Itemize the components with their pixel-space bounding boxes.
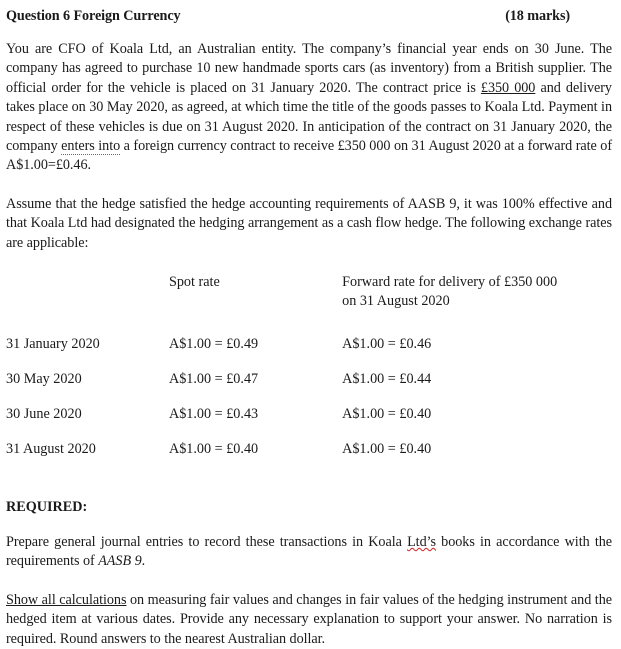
exchange-rates-body (6, 335, 612, 475)
header-spacer-spot (169, 292, 342, 311)
required-text-part-1: Prepare general journal entries to record these transactions in Koala (6, 534, 408, 551)
rate-spot: A$1.00 = £0.49 (168, 336, 259, 353)
rate-spot: A$1.00 = £0.47 (168, 371, 259, 388)
table-row (6, 405, 612, 440)
column-header-forward-rate-date: on 31 August 2020 (342, 293, 450, 310)
header-body-gap (6, 311, 612, 335)
assumptions-paragraph: Assume that the hedge satisfied the hedge accounting requirements of AASB 9, it was 100% effective and that Koala Ltd had designated the hedging arrangement as a cash flow hedge. The following exchange rates are applicable: (6, 195, 612, 251)
rate-date: 30 June 2020 (6, 406, 82, 423)
show-calculations-paragraph (6, 591, 612, 649)
table-row (6, 440, 612, 475)
exchange-rates-header (6, 273, 612, 335)
table-header-row-second-line (6, 292, 612, 311)
rate-date: 30 May 2020 (6, 371, 82, 388)
table-row (6, 335, 612, 370)
required-text-part-3: . (141, 553, 146, 570)
show-all-calculations-underlined: Show all calculations (6, 591, 127, 608)
gap-cell-3 (342, 311, 612, 335)
header-spacer-date (6, 292, 169, 311)
grammar-flagged-text: enters into (61, 138, 121, 155)
rate-forward: A$1.00 = £0.46 (342, 336, 432, 353)
exchange-rates-table (6, 273, 612, 475)
spellcheck-flagged-text: Ltd’s (407, 534, 436, 551)
show-calculations-rest: on measuring fair values and changes in fair values of the hedging instrument and the hedged item at various dates. Provide any necessary explanation to support your answer. No narration is required. Round answers to the nearest Australian dollar. (6, 591, 612, 647)
rate-forward: A$1.00 = £0.44 (342, 371, 432, 388)
table-header-row (6, 273, 612, 292)
rate-spot: A$1.00 = £0.40 (168, 441, 259, 458)
standard-reference-italic: AASB 9 (98, 553, 142, 570)
rate-forward: A$1.00 = £0.40 (342, 406, 432, 423)
scenario-text-part-3: a foreign currency contract to receive £350 000 on 31 August 2020 at a forward rate of A$1.00=£0.46. (6, 138, 613, 174)
gap-cell-1 (6, 311, 169, 335)
scenario-text-part-1: You are CFO of Koala Ltd, an Australian entity. The company’s financial year ends on 30 June. The company has agreed to purchase 10 new handmade sports cars (as inventory) from a British supplier. The official order for the vehicle is placed on 31 January 2020. The contract price is (6, 41, 612, 96)
rate-date: 31 August 2020 (6, 441, 96, 458)
required-text-part-2: books in accordance with the requirements of (6, 534, 613, 570)
required-heading: REQUIRED: (6, 499, 88, 516)
rate-spot: A$1.00 = £0.43 (168, 406, 259, 423)
scenario-paragraph (6, 40, 612, 176)
rate-date: 31 January 2020 (6, 336, 100, 353)
question-heading-row (6, 0, 612, 25)
marks-label: (18 marks) (505, 8, 570, 24)
table-row (6, 370, 612, 405)
page-title: Question 6 Foreign Currency (6, 8, 181, 24)
column-header-spot-rate: Spot rate (168, 274, 220, 291)
required-instructions-paragraph (6, 533, 612, 572)
scenario-text-part-2: and delivery takes place on 30 May 2020, as agreed, at which time the title of the goods passes to Koala Ltd. Payment in respect of these vehicles is due on 31 August 2020. In anticipation of the contract on 31 January 2020, the company (6, 79, 612, 155)
column-header-forward-rate: Forward rate for delivery of £350 000 (342, 274, 558, 291)
gap-cell-2 (169, 311, 342, 335)
column-header-date (6, 273, 169, 292)
contract-price-underlined: £350 000 (480, 79, 536, 96)
rate-forward: A$1.00 = £0.40 (342, 441, 432, 458)
